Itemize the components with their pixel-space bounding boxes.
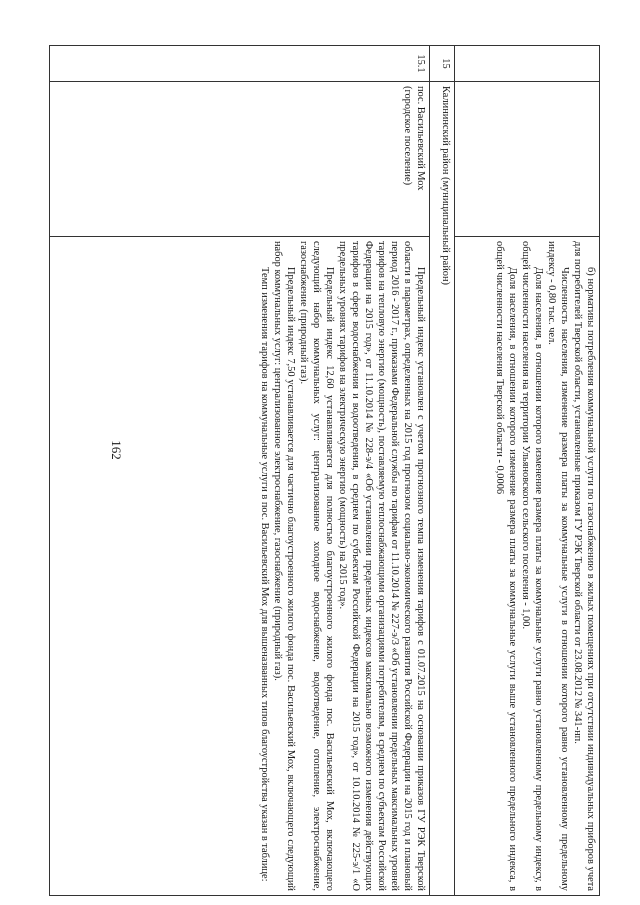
- paragraph: Доля населения, в отношении которого изменение размера платы за коммунальные услуги выше установленного предельного индекса, в общей численности населения Тверской области - 0,0006: [494, 241, 518, 891]
- cell-settlement-text: [50, 237, 430, 896]
- district-title: Калининский район (муниципальный район): [430, 82, 455, 896]
- cell-empty-name: [455, 82, 600, 237]
- paragraph: Предельный индекс 7,50 устанавливается для частично благоустроенного жилого фонда пос. Васильевский Мох, включающего следующий набор коммунальных услуг: централизованное электроснабжение, газоснабжение (природный газ).: [272, 241, 296, 891]
- table-row-district: [430, 46, 455, 896]
- table-row-continuation: [455, 46, 600, 896]
- paragraph: Темп изменения тарифов на коммунальные услуги в пос. Васильевский Мох для вышеназванных типов благоустройства указан в таблице:: [259, 267, 270, 882]
- tariff-table: [49, 45, 600, 896]
- cell-continuation-text: [455, 237, 600, 896]
- page-number: 162: [109, 440, 124, 460]
- table-row-settlement: [50, 46, 430, 896]
- paragraph: Численность населения, изменение размера платы за коммунальные услуги в отношении которого равно установленному предельному индексу - 0,80 тыс. чел.: [546, 241, 570, 891]
- cell-empty-number: [455, 46, 600, 82]
- district-number: 15: [430, 46, 455, 82]
- paragraph: Предельный индекс 12,60 устанавливается для полностью благоустроенного жилого фонда пос. Васильевский Мох, включающего следующий набор коммунальных услуг: централизованное холодное водоснабжение, водоотведение, отопление, электроснабжение, газоснабжение (природный газ).: [298, 241, 335, 891]
- rotated-document-sheet: [40, 45, 600, 895]
- settlement-number: 15.1: [50, 46, 430, 82]
- settlement-name: пос. Васильевский Мох (городское поселение): [50, 82, 430, 237]
- paragraph: б) нормативы потребления коммунальной услуги по газоснабжению в жилых помещениях при отсутствии индивидуальных приборов учета для потребителей Тверской области, установленные приказом ГУ РЭК Тверской области от 23.08.2012 № 341-нп.: [572, 241, 596, 891]
- paragraph: Предельный индекс установлен с учетом прогнозного темпа изменения тарифов с 01.07.2015 на основании приказов ГУ РЭК Тверской области в параметрах, определенных на 2015 год прогнозом социально-экономического развития Российской Федерации на 2015 год и плановый период 2016 - 2017 г., приказами Федеральной службы по тарифам от 11.10.2014 № 227-э/3 «Об установлении предельных максимальных уровней тарифов на тепловую энергию (мощность), поставляемую теплоснабжающими организациями потребителям, в среднем по субъектам Российской Федерации на 2015 год», от 11.10.2014 № 228-э/4 «Об установлении предельных индексов максимально возможного изменения действующих тарифов в сфере водоснабжения и водоотведения, в среднем по субъектам Российской Федерации на 2015 год», от 10.10.2014 № 225-э/1 «О предельных уровнях тарифов на электрическую энергию (мощность) на 2015 год».: [337, 241, 426, 891]
- paragraph: Доля населения, в отношении которого изменение размера платы за коммунальные услуги равно установленному предельному индексу, в общей численности населения на территории Ульяновского сельского поселения - 1,00.: [520, 241, 544, 891]
